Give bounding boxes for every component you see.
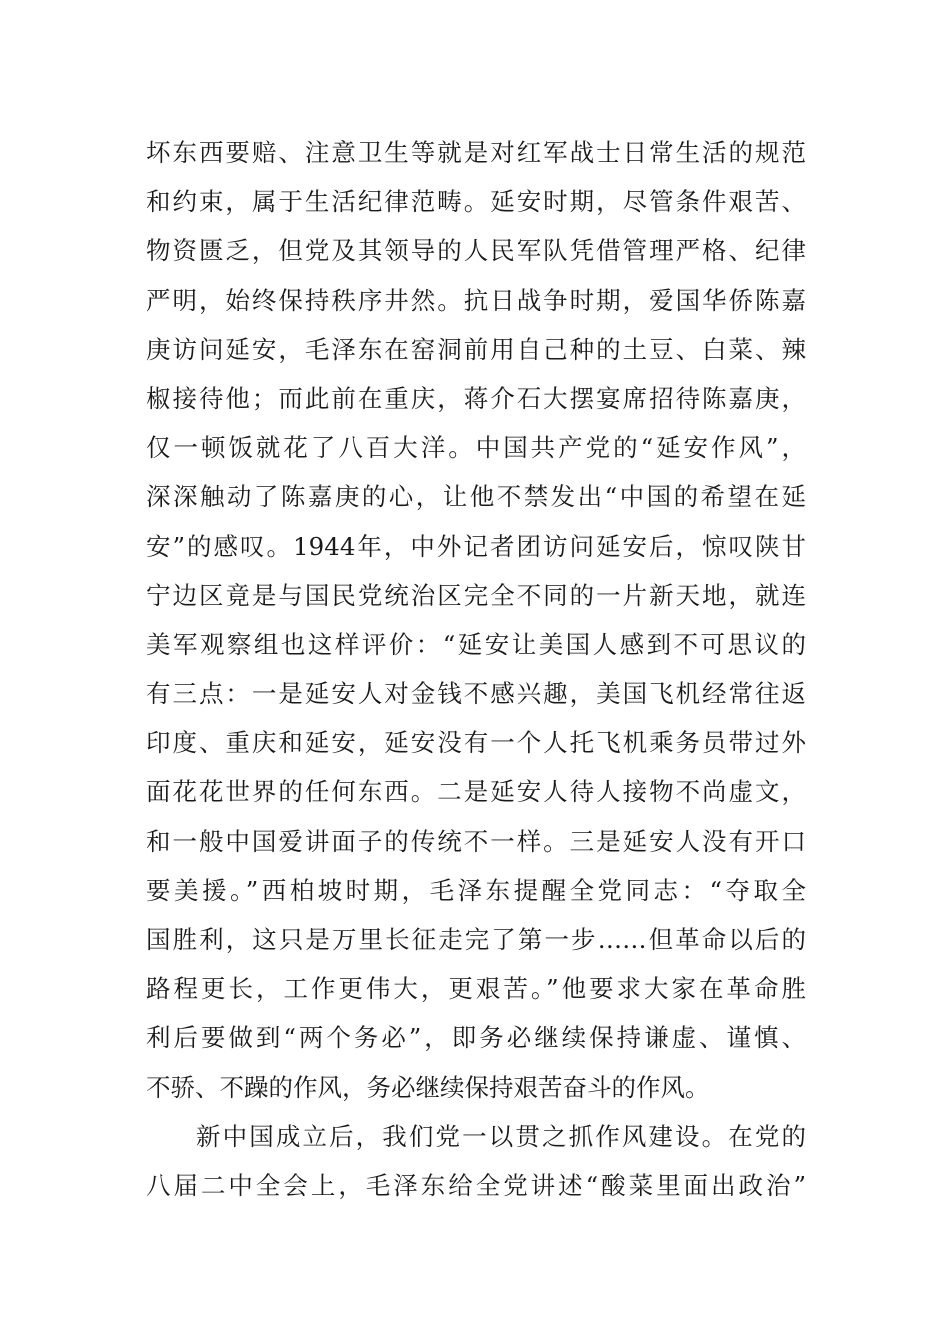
text-line: 和一般中国爱讲面子的传统不一样。三是延安人没有开口: [146, 826, 806, 856]
text-line: 仅一顿饭就花了八百大洋。中国共产党的“延安作风”，: [146, 433, 806, 463]
text-line: 安”的感叹。1944年，中外记者团访问延安后，惊叹陕甘: [146, 531, 806, 561]
text-line: 利后要做到“两个务必”，即务必继续保持谦虚、谨慎、: [146, 1023, 806, 1053]
text-line: 和约束，属于生活纪律范畴。延安时期，尽管条件艰苦、: [146, 187, 806, 217]
text-line: 椒接待他；而此前在重庆，蒋介石大摆宴席招待陈嘉庚，: [146, 383, 806, 413]
text-line: 深深触动了陈嘉庚的心，让他不禁发出“中国的希望在延: [146, 482, 806, 512]
text-line: 要美援。”西柏坡时期，毛泽东提醒全党同志：“夺取全: [146, 875, 806, 905]
body-text: [146, 128, 806, 1210]
text-line: 印度、重庆和延安，延安没有一个人托飞机乘务员带过外: [146, 728, 806, 758]
text-line: 严明，始终保持秩序井然。抗日战争时期，爱国华侨陈嘉: [146, 285, 806, 315]
text-line: 宁边区竟是与国民党统治区完全不同的一片新天地，就连: [146, 580, 806, 610]
paragraph-first-line: 新中国成立后，我们党一以贯之抓作风建设。在党的: [196, 1121, 806, 1151]
text-line: 面花花世界的任何东西。二是延安人待人接物不尚虚文，: [146, 777, 806, 807]
text-line: 美军观察组也这样评价：“延安让美国人感到不可思议的: [146, 629, 806, 659]
text-line: 国胜利，这只是万里长征走完了第一步……但革命以后的: [146, 925, 806, 954]
text-line: 八届二中全会上，毛泽东给全党讲述“酸菜里面出政治”: [146, 1170, 806, 1200]
text-line: 有三点：一是延安人对金钱不感兴趣，美国飞机经常往返: [146, 679, 806, 709]
text-line: 物资匮乏，但党及其领导的人民军队凭借管理严格、纪律: [146, 236, 806, 266]
text-line: 庚访问延安，毛泽东在窑洞前用自己种的土豆、白菜、辣: [146, 334, 806, 364]
paragraph-end-line: 不骄、不躁的作风，务必继续保持艰苦奋斗的作风。: [146, 1072, 710, 1102]
text-line: 坏东西要赔、注意卫生等就是对红军战士日常生活的规范: [146, 138, 806, 167]
text-line: 路程更长，工作更伟大，更艰苦。”他要求大家在革命胜: [146, 974, 806, 1004]
